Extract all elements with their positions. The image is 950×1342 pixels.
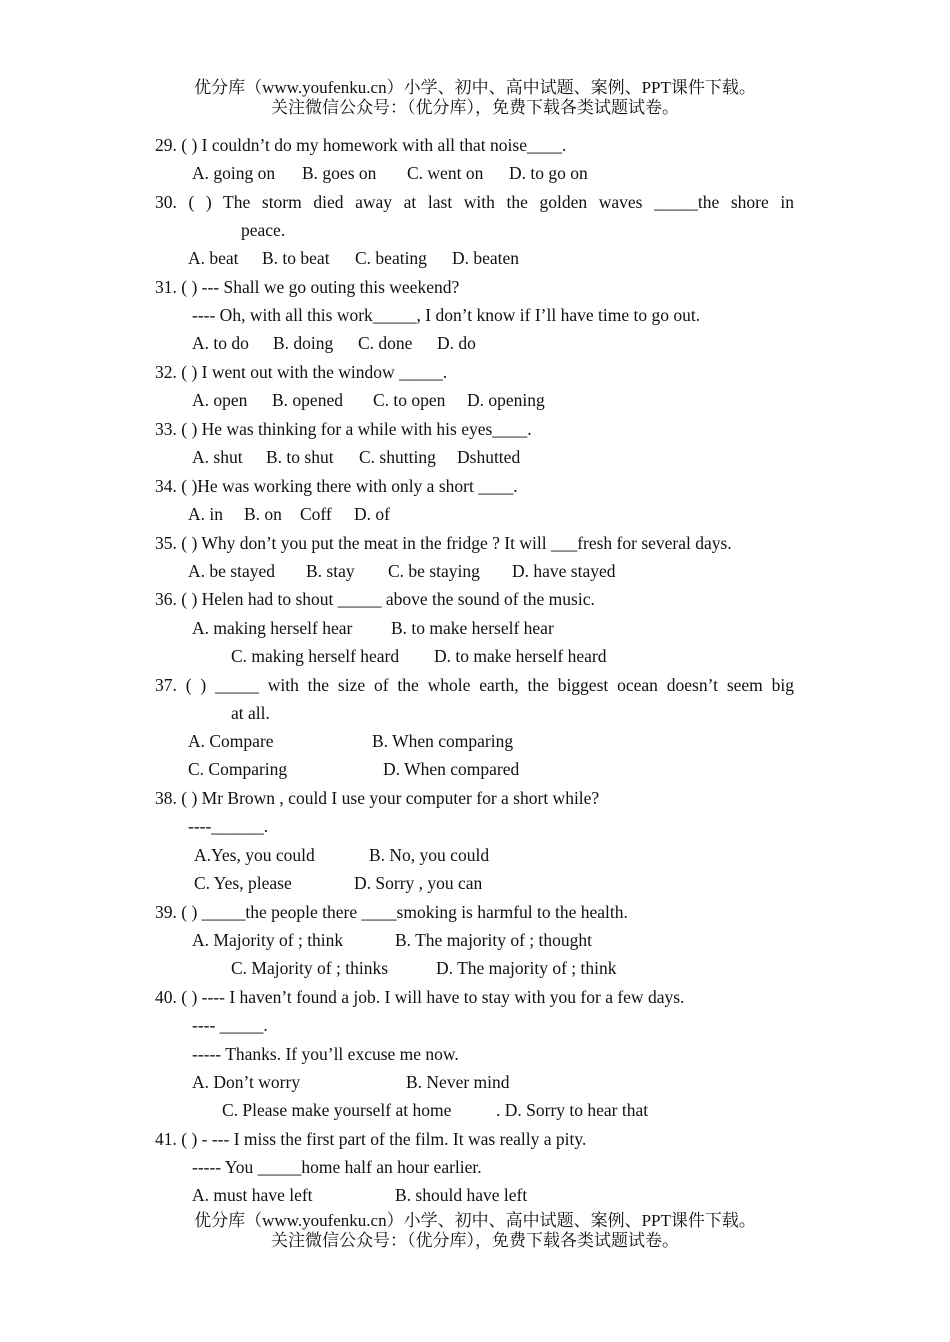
q38-option-a: A.Yes, you could [194, 845, 315, 865]
q30-option-b: B. to beat [262, 248, 330, 268]
footer-line-2: 关注微信公众号：（优分库），免费下载各类试题试卷。 [271, 1231, 679, 1250]
page-footer [0, 1211, 950, 1251]
q39-option-a: A. Majority of ; think [192, 930, 344, 950]
q41-option-b: B. should have left [395, 1185, 528, 1205]
q38-option-b: B. No, you could [369, 845, 490, 865]
q39-option-d: D. The majority of ; think [436, 958, 617, 978]
q30-option-a: A. beat [188, 248, 239, 268]
q35-option-b: B. stay [306, 561, 355, 581]
q36-option-c: C. making herself heard [231, 646, 400, 666]
q38-stem-continued: ----______. [188, 816, 269, 836]
q29-option-c: C. went on [407, 163, 484, 183]
q33-option-a: A. shut [192, 447, 243, 467]
q33-option-c: C. shutting [359, 447, 436, 467]
q38-stem: 38. ( ) Mr Brown , could I use your computer for a short while? [155, 788, 600, 808]
q37-stem: 37. ( ) _____ with the size of the whole earth, the biggest ocean doesn’t seem big [155, 675, 794, 695]
q30-stem: 30. ( ) The storm died away at last with the golden waves _____the shore in [155, 192, 794, 212]
q29-stem: 29. ( ) I couldn’t do my homework with all that noise____. [155, 135, 567, 155]
q36-option-a: A. making herself hear [192, 618, 353, 638]
q33-option-b: B. to shut [266, 447, 334, 467]
q31-stem-continued: ---- Oh, with all this work_____, I don’t know if I’ll have time to go out. [192, 305, 701, 325]
q38-option-d: D. Sorry , you can [354, 873, 483, 893]
q32-option-b: B. opened [272, 390, 343, 410]
q33-option-d: Dshutted [457, 447, 521, 467]
q37-option-c: C. Comparing [188, 759, 288, 779]
q31-stem: 31. ( ) --- Shall we go outing this weekend? [155, 277, 460, 297]
q39-stem: 39. ( ) _____the people there ____smoking is harmful to the health. [155, 902, 628, 922]
q32-option-c: C. to open [373, 390, 446, 410]
q37-option-a: A. Compare [188, 731, 274, 751]
q32-option-a: A. open [192, 390, 248, 410]
q41-option-a: A. must have left [192, 1185, 313, 1205]
header-line-2: 关注微信公众号：（优分库），免费下载各类试题试卷。 [271, 98, 679, 117]
q39-option-b: B. The majority of ; thought [395, 930, 593, 950]
header-line-1: 优分库（www.youfenku.cn）小学、初中、高中试题、案例、PPT课件下载。 [194, 78, 756, 97]
q40-option-c: C. Please make yourself at home [222, 1100, 452, 1120]
q39-option-c: C. Majority of ; thinks [231, 958, 389, 978]
q30-option-d: D. beaten [452, 248, 520, 268]
q31-option-c: C. done [358, 333, 413, 353]
q40-option-d: . D. Sorry to hear that [496, 1100, 649, 1120]
q35-option-d: D. have stayed [512, 561, 616, 581]
q40-stem-continued: ---- _____. [192, 1015, 268, 1035]
q29-option-b: B. goes on [302, 163, 377, 183]
footer-line-1: 优分库（www.youfenku.cn）小学、初中、高中试题、案例、PPT课件下载。 [194, 1211, 756, 1230]
q31-option-d: D. do [437, 333, 476, 353]
q35-stem: 35. ( ) Why don’t you put the meat in the fridge ? It will ___fresh for several days. [155, 533, 732, 553]
q40-stem: 40. ( ) ---- I haven’t found a job. I will have to stay with you for a few days. [155, 987, 685, 1007]
q34-option-a: A. in [188, 504, 223, 524]
q35-option-c: C. be staying [388, 561, 480, 581]
q37-option-b: B. When comparing [372, 731, 514, 751]
q41-stem-continued: ----- You _____home half an hour earlier. [192, 1157, 482, 1177]
q40-stem-reply: ----- Thanks. If you’ll excuse me now. [192, 1044, 459, 1064]
page-header [0, 78, 950, 118]
q31-option-a: A. to do [192, 333, 249, 353]
q34-option-d: D. of [354, 504, 390, 524]
q40-option-b: B. Never mind [406, 1072, 510, 1092]
q30-option-c: C. beating [355, 248, 427, 268]
q36-stem: 36. ( ) Helen had to shout _____ above the sound of the music. [155, 589, 595, 609]
q33-stem: 33. ( ) He was thinking for a while with his eyes____. [155, 419, 532, 439]
q31-option-b: B. doing [273, 333, 334, 353]
q41-stem: 41. ( ) - --- I miss the first part of the film. It was really a pity. [155, 1129, 587, 1149]
q29-option-d: D. to go on [509, 163, 588, 183]
q32-option-d: D. opening [467, 390, 545, 410]
q37-option-d: D. When compared [383, 759, 520, 779]
q30-stem-continued: peace. [241, 220, 286, 240]
q29-option-a: A. going on [192, 163, 276, 183]
q36-option-b: B. to make herself hear [391, 618, 554, 638]
q34-option-b: B. on [244, 504, 282, 524]
q40-option-a: A. Don’t worry [192, 1072, 301, 1092]
q36-option-d: D. to make herself heard [434, 646, 607, 666]
q35-option-a: A. be stayed [188, 561, 275, 581]
q32-stem: 32. ( ) I went out with the window _____. [155, 362, 448, 382]
q37-stem-continued: at all. [231, 703, 270, 723]
q38-option-c: C. Yes, please [194, 873, 292, 893]
q34-option-c: Coff [300, 504, 332, 524]
q34-stem: 34. ( )He was working there with only a short ____. [155, 476, 518, 496]
